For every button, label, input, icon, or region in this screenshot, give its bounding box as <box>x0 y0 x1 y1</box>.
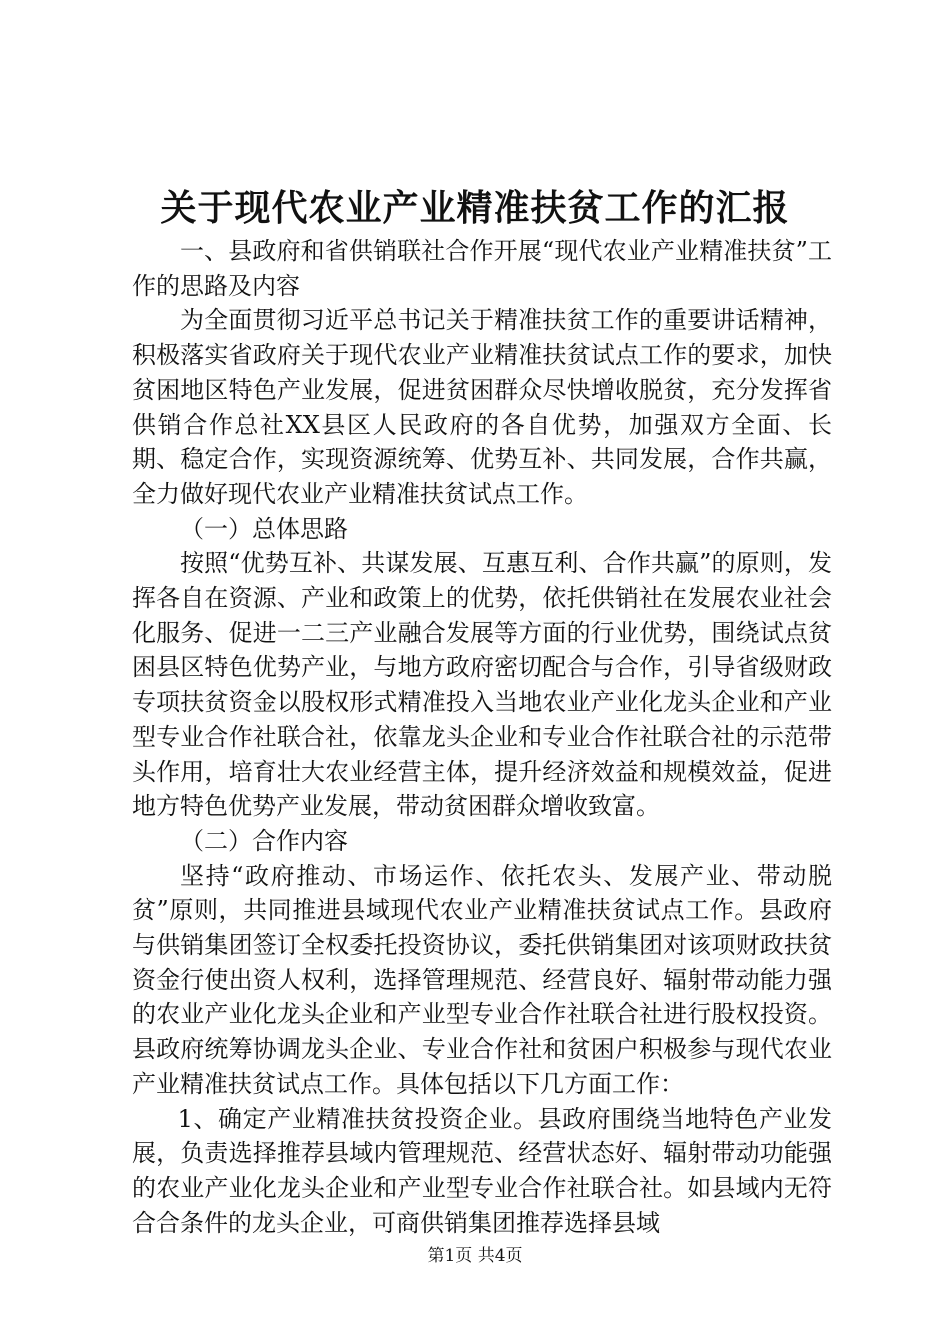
subsection-heading: （二）合作内容 <box>180 826 348 855</box>
body-paragraph: 为全面贯彻习近平总书记关于精准扶贫工作的重要讲话精神，积极落实省政府关于现代农业产业精准扶贫试点工作的要求，加快贫困地区特色产业发展，促进贫困群众尽快增收脱贫，充分发挥省供销合作总社XX县区人民政府的各自优势，加强双方全面、长期、稳定合作，实现资源统筹、优势互补、共同发展，合作共赢，全力做好现代农业产业精准扶贫试点工作。 <box>132 306 832 508</box>
body-paragraph: 坚持“政府推动、市场运作、依托农头、发展产业、带动脱贫”原则，共同推进县域现代农业产业精准扶贫试点工作。县政府与供销集团签订全权委托投资协议，委托供销集团对该项财政扶贫资金行使出资人权利，选择管理规范、经营良好、辐射带动能力强的农业产业化龙头企业和产业型专业合作社联合社进行股权投资。县政府统筹协调龙头企业、专业合作社和贫困户积极参与现代农业产业精准扶贫试点工作。具体包括以下几方面工作： <box>132 861 832 1098</box>
subsection-heading: （一）总体思路 <box>180 514 348 543</box>
document-body <box>132 234 832 1240</box>
section-heading: 一、县政府和省供销联社合作开展“现代农业产业精准扶贫”工作的思路及内容 <box>132 237 832 300</box>
list-item-paragraph: 1、确定产业精准扶贫投资企业。县政府围绕当地特色产业发展，负责选择推荐县域内管理规范、经营状态好、辐射带动功能强的农业产业化龙头企业和产业型专业合作社联合社。如县域内无符合合条件的龙头企业，可商供销集团推荐选择县域 <box>132 1104 832 1237</box>
body-paragraph: 按照“优势互补、共谋发展、互惠互利、合作共赢”的原则，发挥各自在资源、产业和政策上的优势，依托供销社在发展农业社会化服务、促进一二三产业融合发展等方面的行业优势，围绕试点贫困县区特色优势产业，与地方政府密切配合与合作，引导省级财政专项扶贫资金以股权形式精准投入当地农业产业化龙头企业和产业型专业合作社联合社，依靠龙头企业和专业合作社联合社的示范带头作用，培育壮大农业经营主体，提升经济效益和规模效益，促进地方特色优势产业发展，带动贫困群众增收致富。 <box>132 549 832 821</box>
page-footer: 第1页 共4页 <box>427 1246 523 1266</box>
document-title: 关于现代农业产业精准扶贫工作的汇报 <box>160 188 790 229</box>
